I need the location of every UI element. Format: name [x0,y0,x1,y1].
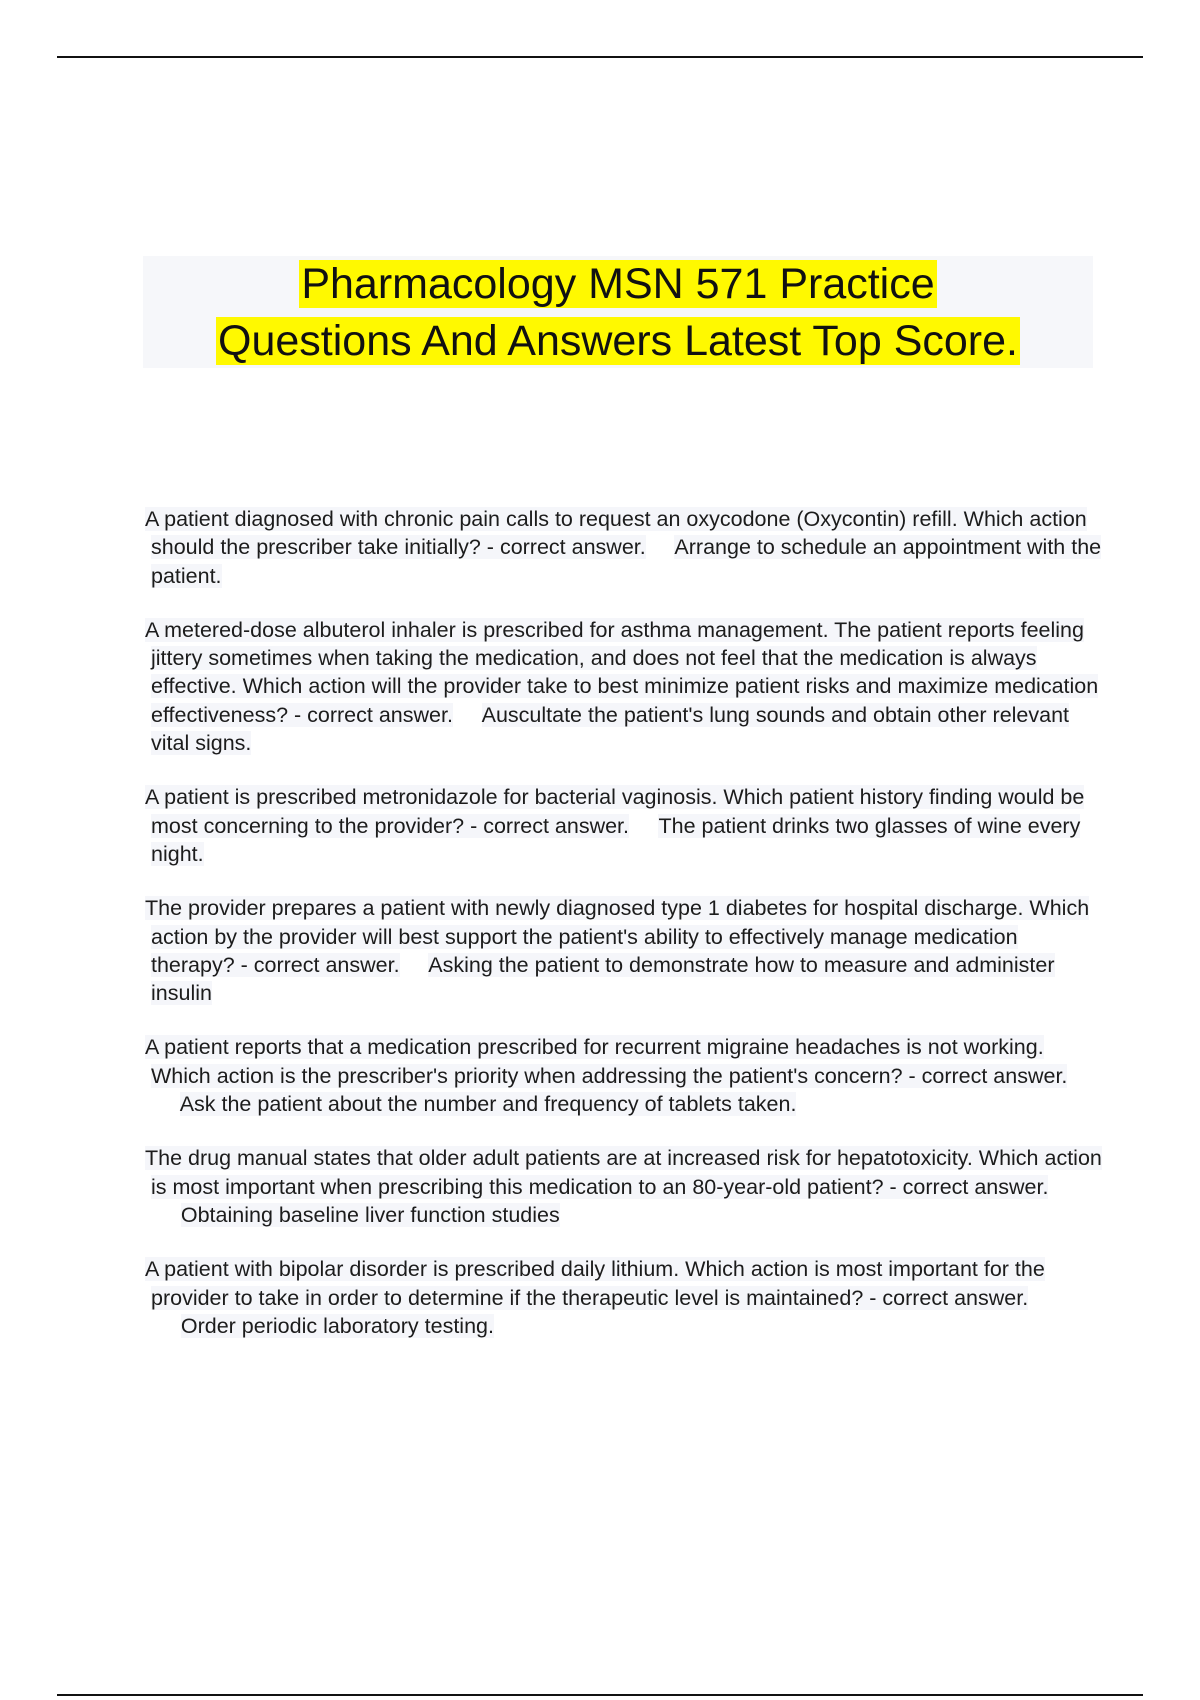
qa-item [145,616,1105,757]
qa-list [145,505,1105,1366]
title-line-2: Questions And Answers Latest Top Score. [218,317,1018,365]
bottom-rule [57,1694,1143,1696]
question-text: A patient with bipolar disorder is prescribed daily lithium. Which action is most important for the provider to take in order to determine if the therapeutic level is maintained? - correct answer. [145,1257,1045,1310]
top-rule [57,56,1143,58]
qa-item [145,1033,1105,1118]
answer-text: Order periodic laboratory testing. [180,1313,494,1338]
qa-item [145,1255,1105,1340]
question-text: A patient is prescribed metronidazole for bacterial vaginosis. Which patient history finding would be most concerning to the provider? - correct answer. [145,785,1085,838]
qa-item [145,1144,1105,1229]
question-text: A patient diagnosed with chronic pain calls to request an oxycodone (Oxycontin) refill. Which action should the prescriber take initially? - correct answer. [145,507,1087,560]
question-text: A metered-dose albuterol inhaler is prescribed for asthma management. The patient reports feeling jittery sometimes when taking the medication, and does not feel that the medication is always effective. Which action will the provider take to best minimize patient risks and maximize medication effectiveness? - correct answer. [145,617,1099,727]
qa-item [145,894,1105,1007]
question-text: The provider prepares a patient with newly diagnosed type 1 diabetes for hospital discharge. Which action by the provider will best support the patient's ability to effectively manage medication therapy? - correct answer. [145,896,1090,977]
title-line-1: Pharmacology MSN 571 Practice [301,260,935,308]
answer-text: Auscultate the patient's lung sounds and obtain other relevant vital signs. [151,702,1070,756]
qa-item [145,783,1105,868]
question-text: A patient reports that a medication prescribed for recurrent migraine headaches is not working. Which action is the prescriber's priority when addressing the patient's concern? - correct answer. [145,1035,1068,1088]
answer-text: Arrange to schedule an appointment with the patient. [151,535,1102,588]
qa-item [145,505,1105,590]
question-text: The drug manual states that older adult patients are at increased risk for hepatotoxicity. Which action is most important when prescribing this medication to an 80-year-old patient? - correct answer. [145,1146,1102,1199]
answer-text: The patient drinks two glasses of wine every night. [151,813,1081,866]
answer-text: Asking the patient to demonstrate how to measure and administer insulin [151,952,1055,1006]
answer-text: Obtaining baseline liver function studies [180,1202,560,1227]
answer-text: Ask the patient about the number and frequency of tablets taken. [179,1092,797,1117]
document-title [143,256,1093,370]
